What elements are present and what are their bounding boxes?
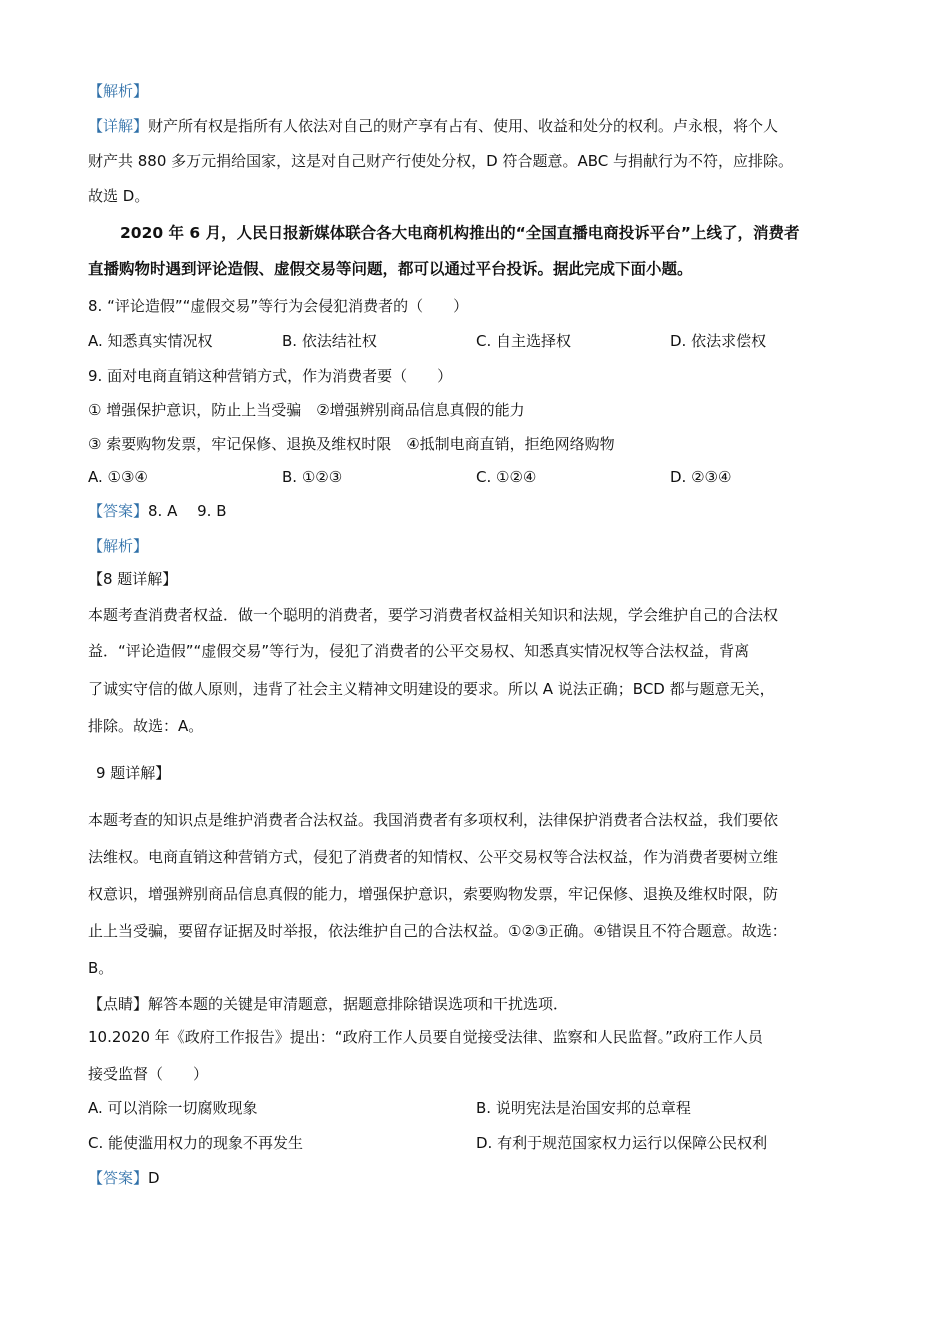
q9-option-a: A. ①③④ xyxy=(88,468,148,486)
answer-10-text: D xyxy=(148,1169,160,1187)
q9-option-d: D. ②③④ xyxy=(670,468,732,486)
dianjing-label: 【点睛】 xyxy=(88,995,149,1013)
jiexi-heading: 【解析】 xyxy=(88,82,149,100)
q9-detail-title: 9 题详解】 xyxy=(96,764,171,782)
question-10-stem-1: 10.2020 年《政府工作报告》提出：“政府工作人员要自觉接受法律、监察和人民监督。”政府工作人员 xyxy=(88,1028,763,1046)
q8-option-c: C. 自主选择权 xyxy=(476,332,572,350)
answer-label: 【答案】 xyxy=(88,502,149,520)
q8-detail-line-1: 本题考查消费者权益．做一个聪明的消费者，要学习消费者权益相关知识和法规，学会维护自己的合法权 xyxy=(88,606,779,624)
q8-option-d: D. 依法求偿权 xyxy=(670,332,767,350)
q9-option-b: B. ①②③ xyxy=(282,468,343,486)
q9-detail-line-3: 权意识，增强辨别商品信息真假的能力，增强保护意识，索要购物发票，牢记保修、退换及维权时限，防 xyxy=(88,885,779,903)
detail-line-3: 故选 D。 xyxy=(88,187,150,205)
q8-detail-line-4: 排除。故选：A。 xyxy=(88,717,204,735)
q9-detail-line-2: 法维权。电商直销这种营销方式，侵犯了消费者的知情权、公平交易权等合法权益，作为消费者要树立维 xyxy=(88,848,779,866)
q8-detail-title: 【8 题详解】 xyxy=(88,570,178,588)
q10-option-d: D. 有利于规范国家权力运行以保障公民权利 xyxy=(476,1134,768,1152)
q9-items-1: ① 增强保护意识，防止上当受骗 ②增强辨别商品信息真假的能力 xyxy=(88,401,525,419)
dianjing xyxy=(88,994,568,1014)
answer-10 xyxy=(88,1168,160,1188)
q8-detail-line-2: 益．“评论造假”“虚假交易”等行为，侵犯了消费者的公平交易权、知悉真实情况权等合法权益，背离 xyxy=(88,642,750,660)
material-line-1: 2020 年 6 月，人民日报新媒体联合各大电商机构推出的“全国直播电商投诉平台”上线了，消费者 xyxy=(120,224,800,242)
q8-detail-line-3: 了诚实守信的做人原则，违背了社会主义精神文明建设的要求。所以 A 说法正确；BCD 都与题意无关， xyxy=(88,680,775,698)
dianjing-text: 解答本题的关键是审清题意，据题意排除错误选项和干扰选项． xyxy=(148,995,569,1013)
q8-option-b: B. 依法结社权 xyxy=(282,332,377,350)
q9-option-c: C. ①②④ xyxy=(476,468,537,486)
answer-8-9 xyxy=(88,501,227,521)
detail-line-2: 财产共 880 多万元捐给国家，这是对自己财产行使处分权，D 符合题意。ABC 与捐献行为不符，应排除。 xyxy=(88,152,794,170)
q9-detail-line-5: B。 xyxy=(88,959,114,977)
q10-option-a: A. 可以消除一切腐败现象 xyxy=(88,1099,258,1117)
question-10-stem-2: 接受监督（ ） xyxy=(88,1065,209,1083)
answer-text: 8. A 9. B xyxy=(148,502,227,520)
q10-option-c: C. 能使滥用权力的现象不再发生 xyxy=(88,1134,304,1152)
answer-10-label: 【答案】 xyxy=(88,1169,149,1187)
q10-option-b: B. 说明宪法是治国安邦的总章程 xyxy=(476,1099,691,1117)
q9-detail-line-4: 止上当受骗，要留存证据及时举报，依法维护自己的合法权益。①②③正确。④错误且不符合题意。故选： xyxy=(88,922,787,940)
material-line-2: 直播购物时遇到评论造假、虚假交易等问题，都可以通过平台投诉。据此完成下面小题。 xyxy=(88,260,693,278)
detail-line-1 xyxy=(88,116,778,136)
q9-items-2: ③ 索要购物发票，牢记保修、退换及维权时限 ④抵制电商直销，拒绝网络购物 xyxy=(88,435,615,453)
q9-detail-line-1: 本题考查的知识点是维护消费者合法权益。我国消费者有多项权利，法律保护消费者合法权益，我们要依 xyxy=(88,811,779,829)
question-8-stem: 8. “评论造假”“虚假交易”等行为会侵犯消费者的（ ） xyxy=(88,297,469,315)
jiexi-heading-2: 【解析】 xyxy=(88,537,149,555)
detail-label: 【详解】 xyxy=(88,117,149,135)
question-9-stem: 9. 面对电商直销这种营销方式，作为消费者要（ ） xyxy=(88,367,453,385)
detail-text: 财产所有权是指所有人依法对自己的财产享有占有、使用、收益和处分的权利。卢永根，将个人 xyxy=(148,117,779,135)
q8-option-a: A. 知悉真实情况权 xyxy=(88,332,213,350)
